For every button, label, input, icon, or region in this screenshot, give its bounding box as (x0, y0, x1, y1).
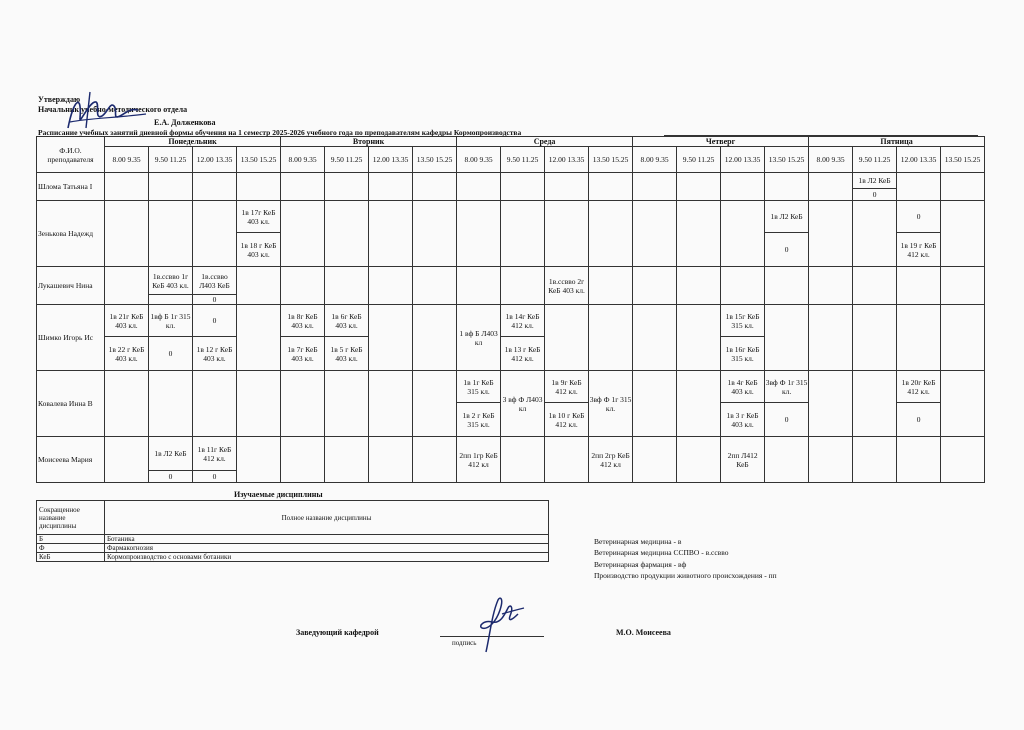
discipline-short: Ф (37, 544, 105, 553)
lesson-cell: 1вф Б 1г 315 кл. (149, 305, 193, 337)
time-slot: 9.50 11.25 (325, 147, 369, 173)
time-slot: 12.00 13.35 (193, 147, 237, 173)
time-slot: 9.50 11.25 (149, 147, 193, 173)
lesson-cell: 0 (193, 471, 237, 483)
disciplines-caption: Изучаемые дисциплины (234, 490, 323, 499)
time-slot: 9.50 11.25 (501, 147, 545, 173)
teacher-name: Шимко Игорь Ис (37, 305, 105, 371)
lesson-cell: 1в 10 г КеБ 412 кл. (545, 403, 589, 437)
time-slot: 13.50 15.25 (413, 147, 457, 173)
lesson-cell: 1в Л2 КеБ (149, 437, 193, 471)
lesson-cell: 0 (149, 471, 193, 483)
discipline-short: Б (37, 535, 105, 544)
teacher-name: Зенькова Надежд (37, 201, 105, 267)
time-slot: 9.50 11.25 (853, 147, 897, 173)
lesson-cell: 1в 7г КеБ 403 кл. (281, 337, 325, 371)
lesson-cell: 0 (193, 295, 237, 305)
time-slot: 9.50 11.25 (677, 147, 721, 173)
lesson-cell: 2пп Л412 КеБ (721, 437, 765, 483)
lesson-cell: 1в 21г КеБ 403 кл. (105, 305, 149, 337)
time-slot: 13.50 15.25 (589, 147, 633, 173)
lesson-cell: 1в 12 г КеБ 403 кл. (193, 337, 237, 371)
teacher-name: Моисеева Мария (37, 437, 105, 483)
name-header: Ф.И.О. преподавателя (37, 137, 105, 173)
lesson-cell: 0 (897, 403, 941, 437)
lesson-cell: 1в 13 г КеБ 412 кл. (501, 337, 545, 371)
day-monday: Понедельник (105, 137, 281, 147)
lesson-cell: 1в 22 г КеБ 403 кл. (105, 337, 149, 371)
time-slot: 13.50 15.25 (941, 147, 985, 173)
lesson-cell: 0 (853, 189, 897, 201)
time-slot: 8.00 9.35 (633, 147, 677, 173)
teacher-name: Ковалева Инна В (37, 371, 105, 437)
disciplines-table (36, 500, 549, 562)
head-name: М.О. Моисеева (616, 628, 671, 637)
lesson-cell: 1в Л2 КеБ (765, 201, 809, 233)
schedule-table (36, 136, 985, 483)
lesson-cell: 0 (193, 305, 237, 337)
day-tuesday: Вторник (281, 137, 457, 147)
lesson-cell: 1в 1г КеБ 315 кл. (457, 371, 501, 403)
time-slot: 8.00 9.35 (105, 147, 149, 173)
time-slot: 12.00 13.35 (545, 147, 589, 173)
lesson-cell: 3вф Ф 1г 315 кл. (765, 371, 809, 403)
time-slot: 13.50 15.25 (765, 147, 809, 173)
time-slot: 8.00 9.35 (281, 147, 325, 173)
disciplines-full-header: Полное название дисциплины (105, 501, 549, 535)
lesson-cell: 0 (149, 337, 193, 371)
lesson-cell: 1в.ссвво Л403 КеБ (193, 267, 237, 295)
signature-label: подпись (452, 639, 477, 647)
legend-item: Ветеринарная фармация - вф (594, 560, 687, 569)
lesson-cell: 2пп 1гр КеБ 412 кл (457, 437, 501, 483)
lesson-cell (149, 295, 193, 305)
lesson-cell: 1в 18 г КеБ 403 кл. (237, 233, 281, 267)
discipline-full: Ботаника (105, 535, 549, 544)
approval-line-1: Утверждаю (38, 95, 81, 104)
lesson-cell: 1в.ссвво 2г КеБ 403 кл. (545, 267, 589, 305)
lesson-cell: 2пп 2гр КеБ 412 кл (589, 437, 633, 483)
lesson-cell: 1в 14г КеБ 412 кл. (501, 305, 545, 337)
lesson-cell: 1в Л2 КеБ (853, 173, 897, 189)
legend-item: Производство продукции животного происхождения - пп (594, 571, 777, 580)
lesson-cell: 3 вф Ф Л403 кл (501, 371, 545, 437)
lesson-cell: 3вф Ф 1г 315 кл. (589, 371, 633, 437)
lesson-cell: 1в 2 г КеБ 315 кл. (457, 403, 501, 437)
day-friday: Пятница (809, 137, 985, 147)
time-slot: 12.00 13.35 (369, 147, 413, 173)
legend-item: Ветеринарная медицина - в (594, 537, 682, 546)
time-slot: 8.00 9.35 (809, 147, 853, 173)
lesson-cell: 0 (897, 201, 941, 233)
lesson-cell: 1в 3 г КеБ 403 кл. (721, 403, 765, 437)
lesson-cell: 1в 17г КеБ 403 кл. (237, 201, 281, 233)
lesson-cell: 1в 15г КеБ 315 кл. (721, 305, 765, 337)
disciplines-short-header: Сокращенное название дисциплины (37, 501, 105, 535)
approval-line-3: Е.А. Долженкова (154, 118, 216, 127)
lesson-cell: 1в 9г КеБ 412 кл. (545, 371, 589, 403)
time-slot: 13.50 15.25 (237, 147, 281, 173)
legend-item: Ветеринарная медицина ССПВО - в.ссвво (594, 548, 729, 557)
lesson-cell: 1в 20г КеБ 412 кл. (897, 371, 941, 403)
head-label: Заведующий кафедрой (296, 628, 379, 637)
teacher-name: Лукашевич Нина (37, 267, 105, 305)
lesson-cell: 1в 19 г КеБ 412 кл. (897, 233, 941, 267)
day-wednesday: Среда (457, 137, 633, 147)
discipline-short: КеБ (37, 553, 105, 562)
lesson-cell: 1в.ссвво 1г КеБ 403 кл. (149, 267, 193, 295)
approval-line-2: Начальник учебно-методического отдела (38, 105, 188, 114)
discipline-full: Фармакогнозия (105, 544, 549, 553)
lesson-cell: 1в 4г КеБ 403 кл. (721, 371, 765, 403)
lesson-cell: 1в 5 г КеБ 403 кл. (325, 337, 369, 371)
lesson-cell: 1в 6г КеБ 403 кл. (325, 305, 369, 337)
lesson-cell: 1в 8г КеБ 403 кл. (281, 305, 325, 337)
teacher-name: Шлома Татьяна I (37, 173, 105, 201)
lesson-cell: 0 (765, 233, 809, 267)
day-thursday: Четверг (633, 137, 809, 147)
lesson-cell: 1в 11г КеБ 412 кл. (193, 437, 237, 471)
time-slot: 12.00 13.35 (721, 147, 765, 173)
time-slot: 12.00 13.35 (897, 147, 941, 173)
discipline-full: Кормопроизводство с основами ботаники (105, 553, 549, 562)
page-title: Расписание учебных занятий дневной формы обучения на 1 семестр 2025-2026 учебного года по преподавателям кафедры Кормопроизводства (38, 128, 522, 137)
lesson-cell: 1 вф Б Л403 кл (457, 305, 501, 371)
lesson-cell: 0 (765, 403, 809, 437)
head-signature-icon (468, 594, 528, 654)
lesson-cell: 1в 16г КеБ 315 кл. (721, 337, 765, 371)
time-slot: 8.00 9.35 (457, 147, 501, 173)
